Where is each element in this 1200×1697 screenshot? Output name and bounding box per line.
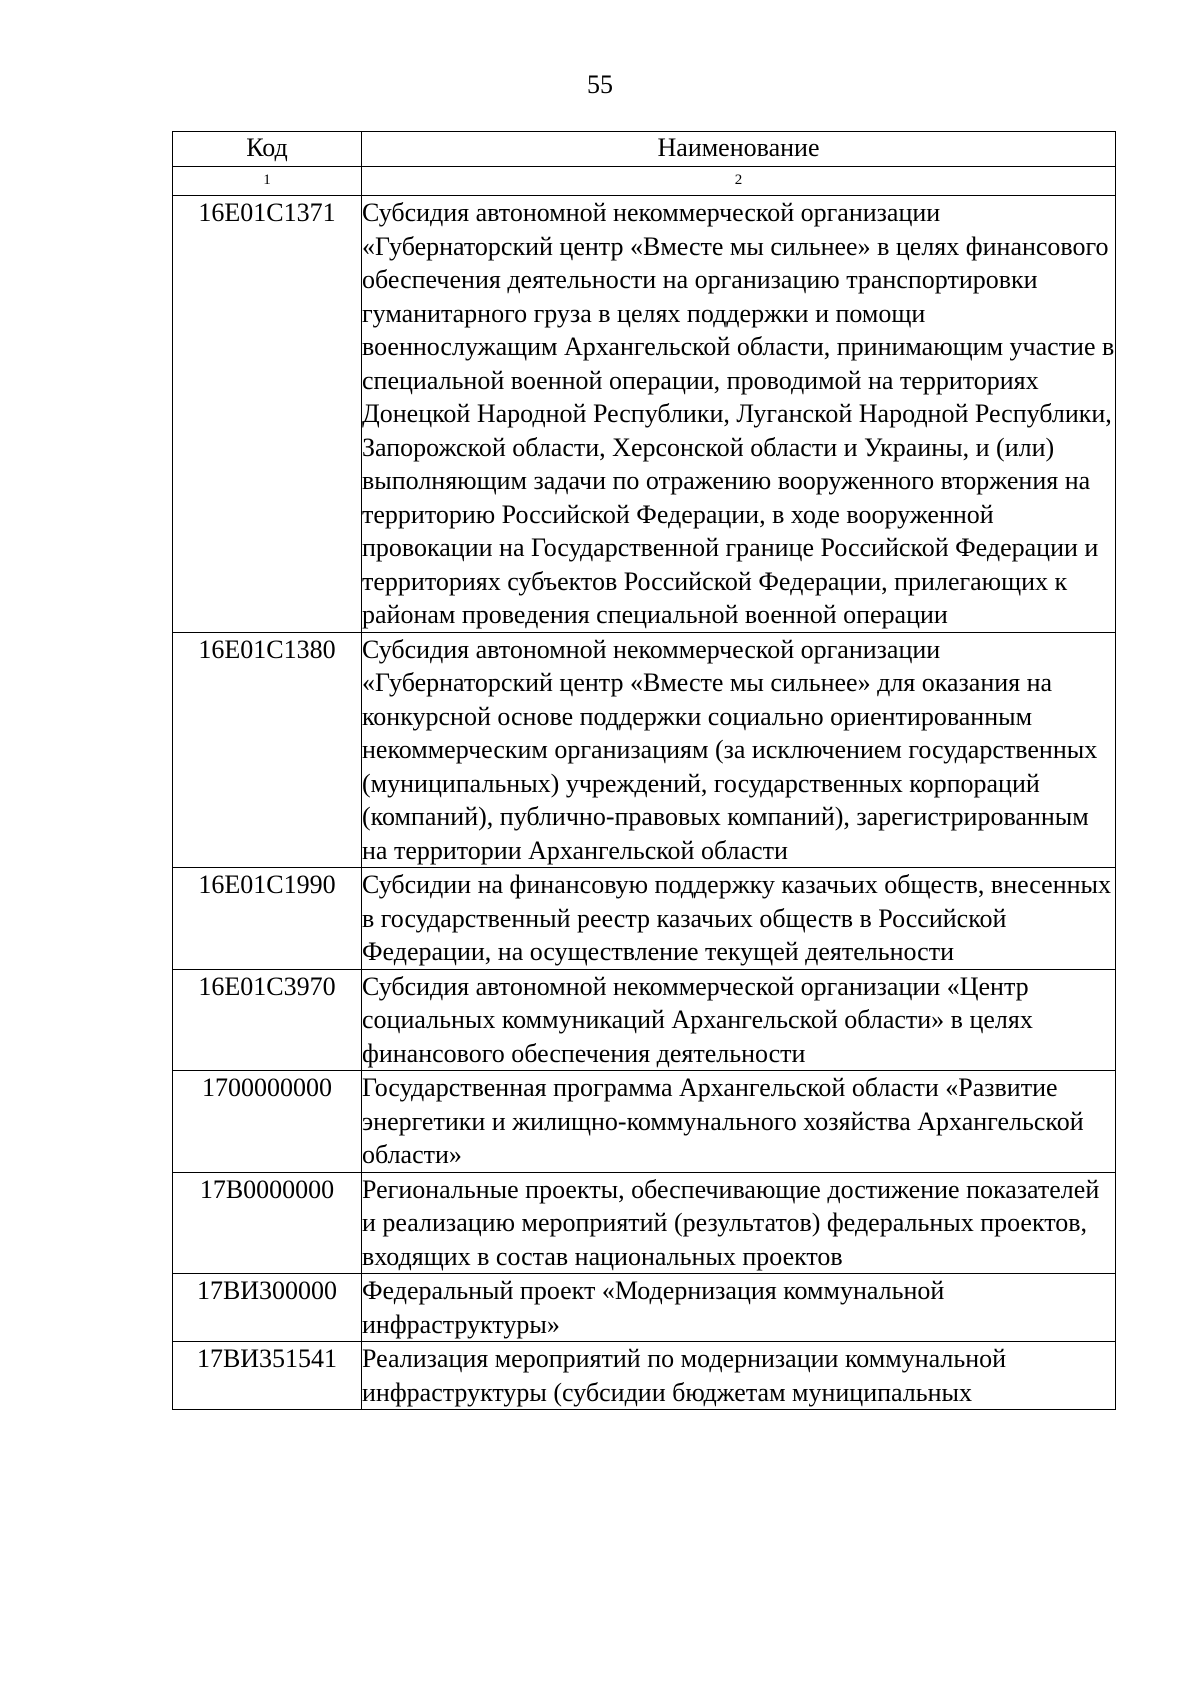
budget-code-table bbox=[172, 131, 1116, 1410]
header-row bbox=[173, 132, 1116, 167]
row-name: Субсидии на финансовую поддержку казачьих обществ, внесенных в государственный реестр казачьих обществ в Российской Федерации, на осуществление текущей деятельности bbox=[362, 868, 1116, 970]
row-code: 17В0000000 bbox=[173, 1172, 362, 1274]
table-row bbox=[173, 196, 1116, 633]
row-code: 17ВИ351541 bbox=[173, 1342, 362, 1410]
table-row bbox=[173, 1274, 1116, 1342]
row-code: 16Е01С1380 bbox=[173, 632, 362, 868]
row-code: 16Е01С1990 bbox=[173, 868, 362, 970]
row-code: 16Е01С1371 bbox=[173, 196, 362, 633]
row-code: 1700000000 bbox=[173, 1071, 362, 1173]
row-name: Субсидия автономной некоммерческой организации «Центр социальных коммуникаций Архангельской области» в целях финансового обеспечения деятельности bbox=[362, 969, 1116, 1071]
column-numbers-row bbox=[173, 167, 1116, 196]
table-row bbox=[173, 1172, 1116, 1274]
page-number: 55 bbox=[587, 70, 613, 99]
column-number-code: 1 bbox=[173, 167, 362, 196]
row-code: 16Е01С3970 bbox=[173, 969, 362, 1071]
row-name: Субсидия автономной некоммерческой организации «Губернаторский центр «Вместе мы сильнее» для оказания на конкурсной основе поддержки социально ориентированным некоммерческим организациям (за исключением государственных (муниципальных) учреждений, государственных корпораций (компаний), публично-правовых компаний), зарегистрированным на территории Архангельской области bbox=[362, 632, 1116, 868]
table-row bbox=[173, 868, 1116, 970]
column-number-name: 2 bbox=[362, 167, 1116, 196]
row-name: Государственная программа Архангельской области «Развитие энергетики и жилищно-коммунального хозяйства Архангельской области» bbox=[362, 1071, 1116, 1173]
table-row bbox=[173, 969, 1116, 1071]
row-code: 17ВИ300000 bbox=[173, 1274, 362, 1342]
table-row bbox=[173, 1342, 1116, 1410]
header-code: Код bbox=[173, 132, 362, 167]
row-name: Субсидия автономной некоммерческой организации «Губернаторский центр «Вместе мы сильнее» в целях финансового обеспечения деятельности на организацию транспортировки гуманитарного груза в целях поддержки и помощи военнослужащим Архангельской области, принимающим участие в специальной военной операции, проводимой на территориях Донецкой Народной Республики, Луганской Народной Республики, Запорожской области, Херсонской области и Украины, и (или) выполняющим задачи по отражению вооруженного вторжения на территорию Российской Федерации, в ходе вооруженной провокации на Государственной границе Российской Федерации и территориях субъектов Российской Федерации, прилегающих к районам проведения специальной военной операции bbox=[362, 196, 1116, 633]
table-row bbox=[173, 632, 1116, 868]
row-name: Реализация мероприятий по модернизации коммунальной инфраструктуры (субсидии бюджетам муниципальных bbox=[362, 1342, 1116, 1410]
table-header bbox=[173, 132, 1116, 196]
row-name: Региональные проекты, обеспечивающие достижение показателей и реализацию мероприятий (результатов) федеральных проектов, входящих в состав национальных проектов bbox=[362, 1172, 1116, 1274]
table-row bbox=[173, 1071, 1116, 1173]
row-name: Федеральный проект «Модернизация коммунальной инфраструктуры» bbox=[362, 1274, 1116, 1342]
header-name: Наименование bbox=[362, 132, 1116, 167]
table-body bbox=[173, 196, 1116, 1410]
